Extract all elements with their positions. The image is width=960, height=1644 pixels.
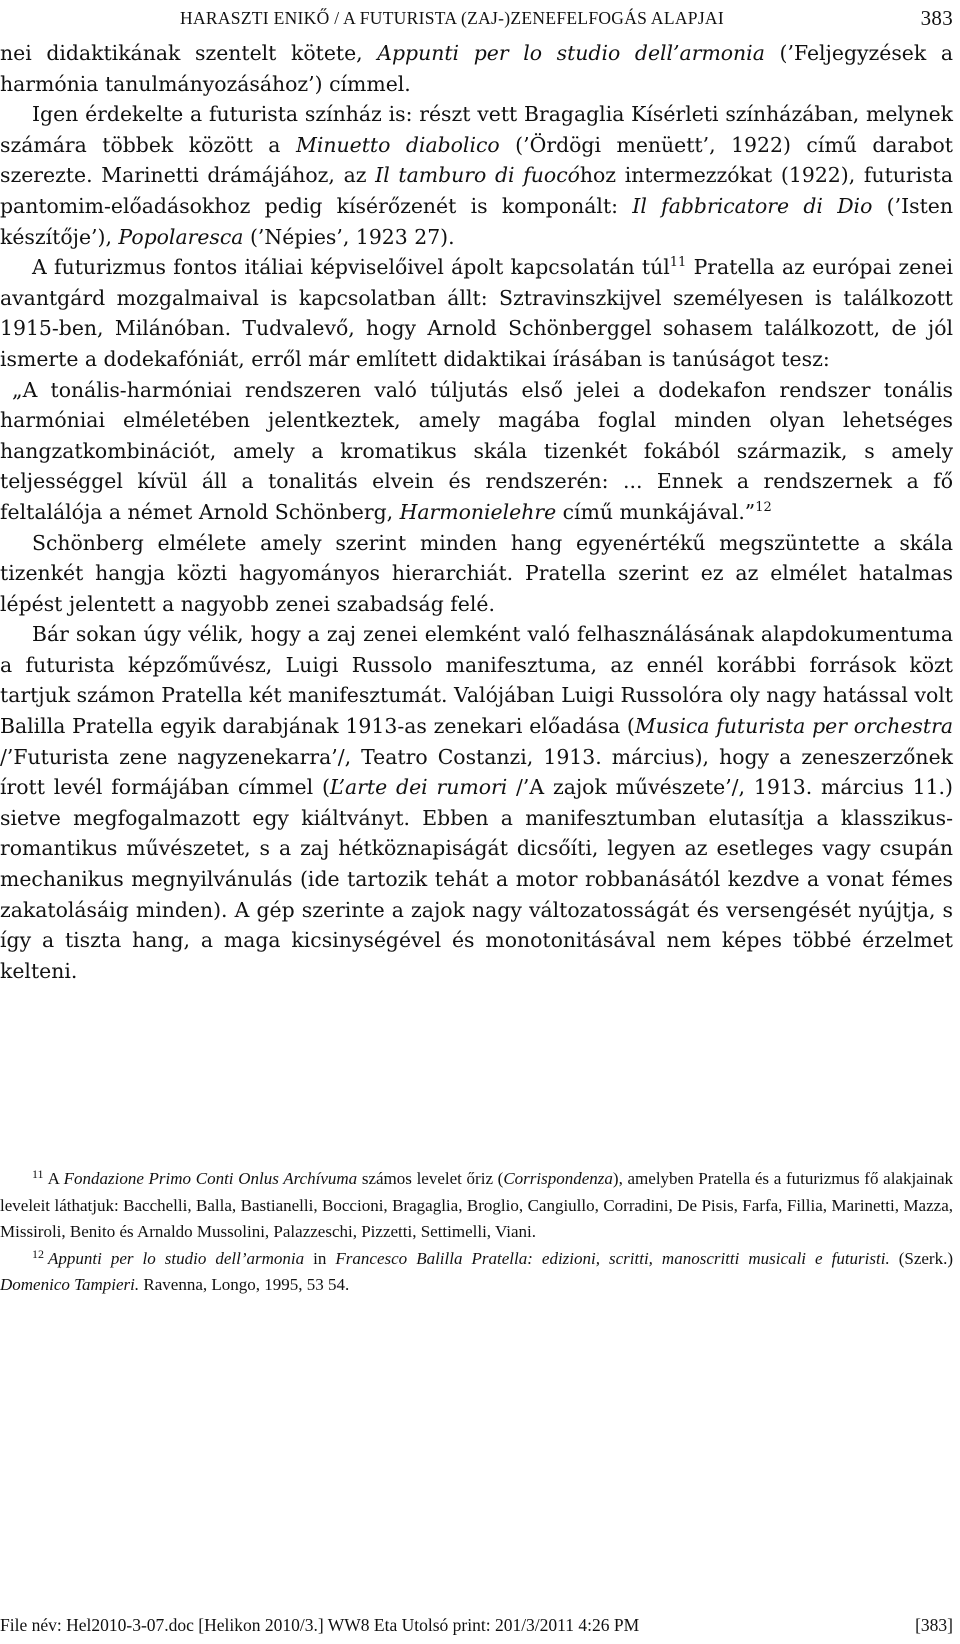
- file-info: File név: Hel2010-3-07.doc [Helikon 2010/3.] WW8 Eta Utolsó print: 201/3/2011 4:26 PM: [0, 1615, 640, 1635]
- main-text: [0, 38, 953, 986]
- page-header: [180, 8, 953, 32]
- paragraph-2: Igen érdekelte a futurista színház is: részt vett Bragaglia Kísérleti színházában, melynek számára többek között a Minuetto diabolico (’Ördögi menüett’, 1922) című darabot szerezte. Marinetti drámájához, az Il tamburo di fuocóhoz intermezzókat (1922), futurista pantomim-előadásokhoz pedig kísérőzenét is komponált: Il fabbricatore di Dio (’Isten készítője’), Popolaresca (’Népies’, 1923 27).: [0, 102, 953, 249]
- page-footer: [0, 1615, 953, 1639]
- paragraph-5: Bár sokan úgy vélik, hogy a zaj zenei elemként való felhasználásának alapdokumentuma a futurista képzőművész, Luigi Russolo manifesztuma, az ennél korábbi források közt tartjuk számon Pratella két manifesztumát. Valójában Luigi Russolóra oly nagy hatással volt Balilla Pratella egyik darabjának 1913-as zenekari előadása (Musica futurista per orchestra /’Futurista zene nagyzenekarra’/, Teatro Costanzi, 1913. március), hogy a zeneszerzőnek írott levél formájában címmel (L’arte dei rumori /’A zajok művészete’/, 1913. március 11.) sietve megfogalmazott egy kiáltványt. Ebben a manifesztumban elutasítja a klasszikus-romantikus művészetet, s a zaj hétköznapiságát dicsőíti, legyen az esetleges vagy csupán mechanikus megnyilvánulás (ide tartozik tehát a motor robbanásától kezdve a vonat fémes zakatolásáig minden). A gép szerinte a zajok nagy változatosságát és versengését nyújtja, s így a tiszta hang, a maga kicsinységével és monotonitásával nem képes többé érzelmet kelteni.: [0, 622, 953, 983]
- page-number: 383: [920, 6, 953, 30]
- footer-page-number: [383]: [915, 1615, 953, 1635]
- running-title: HARASZTI ENIKŐ / A FUTURISTA (ZAJ-)ZENEFELFOGÁS ALAPJAI: [180, 8, 724, 28]
- paragraph-4: Schönberg elmélete amely szerint minden hang egyenértékű megszüntette a skála tizenkét hangja közti hagyományos hierarchiát. Pratella szerint ez az elmélet hatalmas lépést jelentett a nagyobb zenei szabadság felé.: [0, 530, 953, 616]
- footnotes: [0, 1166, 953, 1299]
- footnote-12: $^{12}$ Appunti per lo studio dell’armonia in Francesco Balilla Pratella: edizioni, scritti, manoscritti musicali e futuristi. (Szerk.) Domenico Tampieri. Ravenna, Longo, 1995, 53 54.: [0, 1246, 954, 1295]
- footnote-ref-11[interactable]: 11: [669, 255, 687, 271]
- paragraph-1: nei didaktikának szentelt kötete, Appunti per lo studio dell’armonia (’Feljegyzések a harmónia tanulmányozásához’) címmel.: [0, 41, 954, 96]
- footnote-11: $^{11}$ A Fondazione Primo Conti Onlus Archívuma számos levelet őriz (Corrispondenza), amelyben Pratella és a futurizmus fő alakjainak leveleit láthatjuk: Bacchelli, Balla, Bastianelli, Boccioni, Bragaglia, Broglio, Cangiullo, Corradini, De Pisis, Farfa, Fillia, Marinetti, Mazza, Missiroli, Benito és Arnaldo Mussolini, Palazzeschi, Pizzetti, Settimelli, Viani.: [0, 1167, 953, 1242]
- block-quote: „A tonális-harmóniai rendszeren való túljutás első jelei a dodekafon rendszer tonális harmóniai elméletében jelentkeztek, amely magába foglal minden olyan lehetséges hangzatkombinációt, amely a kromatikus skála tizenkét fokából származik, s amely teljességgel kívül áll a tonalitás elvein és rendszerén: ... Ennek a rendszernek a fő feltalálója a német Arnold Schönberg, Harmonielehre című munkájával.”$^{12}$: [0, 377, 953, 524]
- paragraph-3: A futurizmus fontos itáliai képviselőivel ápolt kapcsolatán túl$^{11}$ Pratella az európai zenei avantgárd mozgalmaival is kapcsolatban állt: Sztravinszkijvel személyesen is találkozott 1915-ben, Milánóban. Tudvalevő, hogy Arnold Schönberggel sohasem találkozott, de jól ismerte a dodekafóniát, erről már említett didaktikai írásában is tanúságot tesz:: [0, 255, 953, 371]
- footnote-ref-12[interactable]: 12: [755, 499, 772, 515]
